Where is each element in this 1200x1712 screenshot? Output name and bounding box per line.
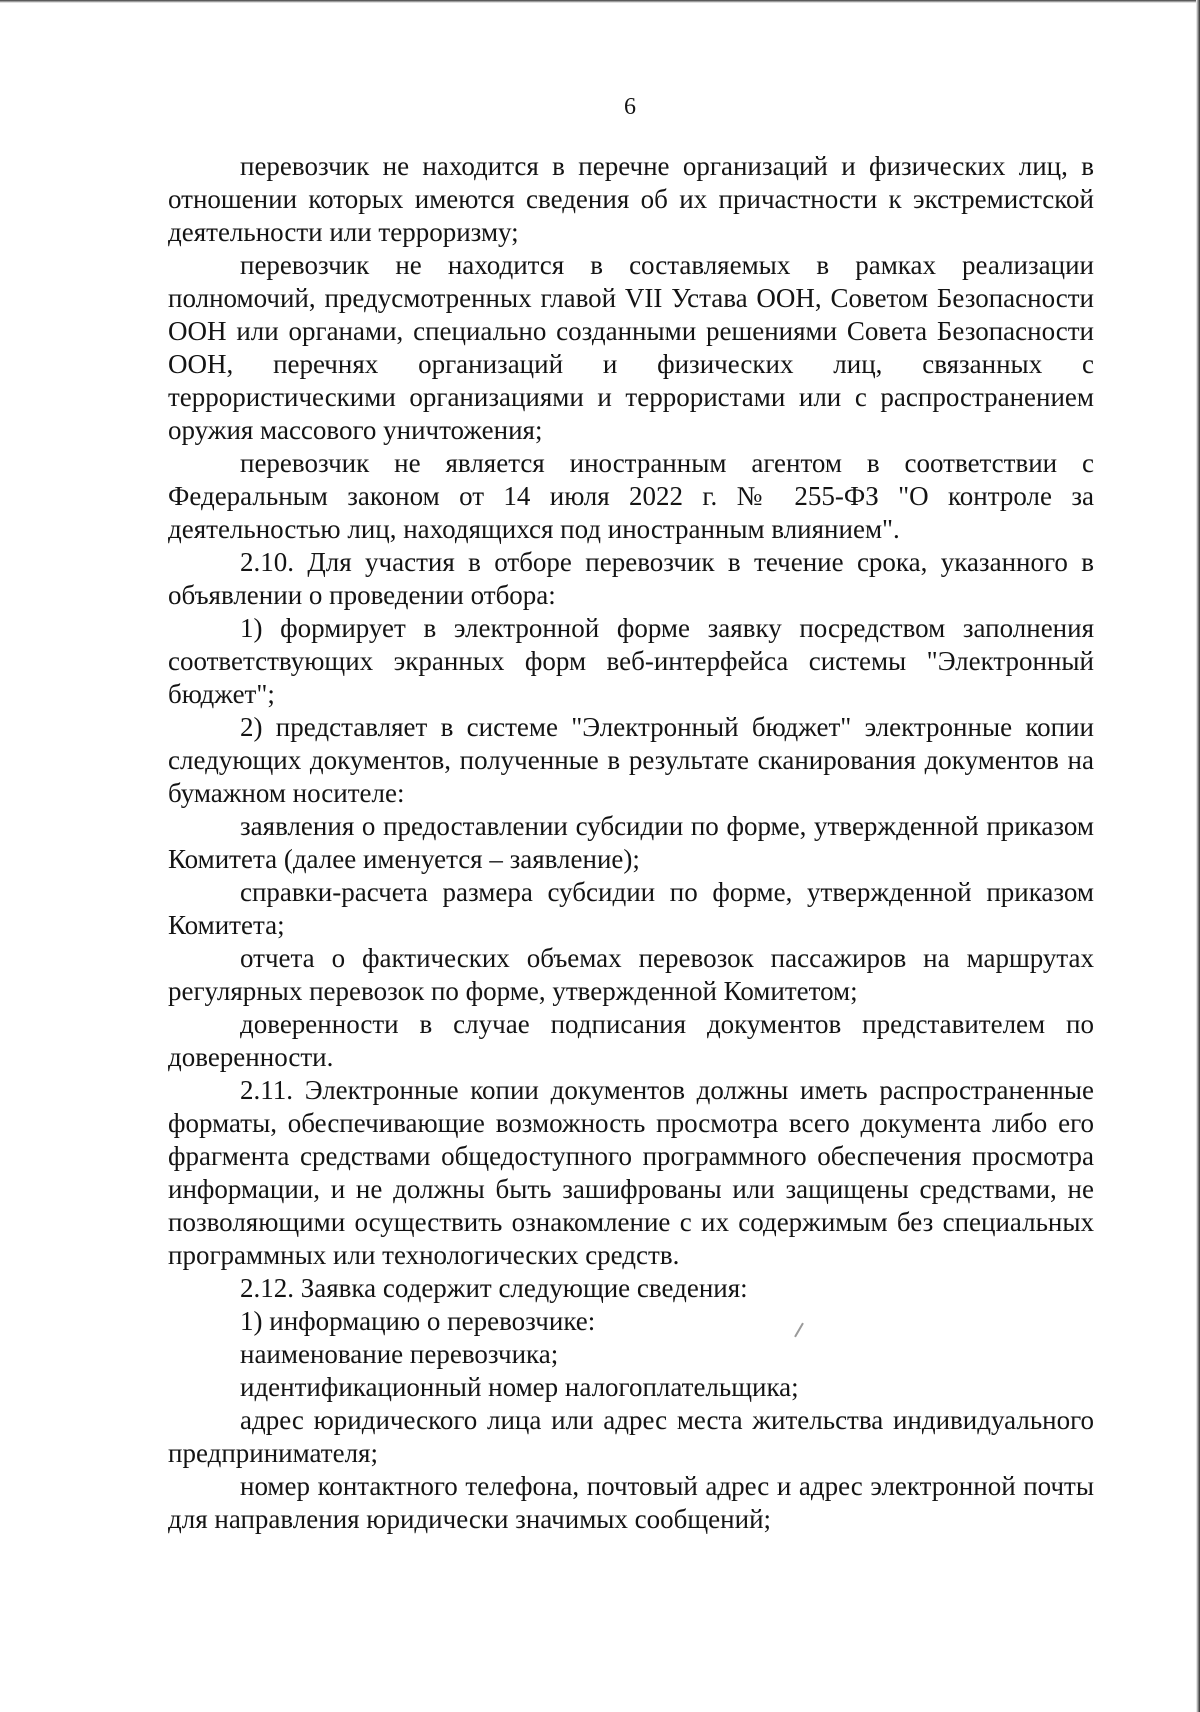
- scan-top-edge: [0, 0, 1200, 3]
- paragraph-carrier-name: наименование перевозчика;: [240, 1339, 559, 1369]
- paragraph-calculation-certificate: справки-расчета размера субсидии по форме, утвержденной приказом Комитета;: [168, 877, 1094, 940]
- paragraph-2-12-item-1: 1) информацию о перевозчике:: [240, 1306, 596, 1336]
- page-number: 6: [624, 94, 636, 120]
- document-body: [168, 150, 1094, 1536]
- paragraph-power-of-attorney: доверенности в случае подписания документов представителем по доверенности.: [168, 1009, 1094, 1072]
- paragraph-extremism-list: перевозчик не находится в перечне организаций и физических лиц, в отношении которых имеются сведения об их причастности к экстремистской деятельности или терроризму;: [168, 151, 1094, 247]
- paragraph-taxpayer-id: идентификационный номер налогоплательщика;: [240, 1372, 799, 1402]
- paragraph-address: адрес юридического лица или адрес места жительства индивидуального предпринимателя;: [168, 1405, 1094, 1468]
- paragraph-transport-report: отчета о фактических объемах перевозок пассажиров на маршрутах регулярных перевозок по форме, утвержденной Комитетом;: [168, 943, 1094, 1006]
- paragraph-2-10: 2.10. Для участия в отборе перевозчик в течение срока, указанного в объявлении о проведении отбора:: [168, 547, 1094, 610]
- paragraph-2-10-item-2: 2) представляет в системе "Электронный бюджет" электронные копии следующих документов, полученные в результате сканирования документов на бумажном носителе:: [168, 712, 1094, 808]
- scan-right-edge: [1196, 0, 1200, 1712]
- paragraph-2-10-item-1: 1) формирует в электронной форме заявку посредством заполнения соответствующих экранных форм веб-интерфейса системы "Электронный бюджет";: [168, 613, 1094, 709]
- paragraph-contacts: номер контактного телефона, почтовый адрес и адрес электронной почты для направления юридически значимых сообщений;: [168, 1471, 1094, 1534]
- paragraph-2-11: 2.11. Электронные копии документов должны иметь распространенные форматы, обеспечивающие возможность просмотра всего документа либо его фрагмента средствами общедоступного программного обеспечения просмотра информации, и не должны быть зашифрованы или защищены средствами, не позволяющими осуществить ознакомление с их содержимым без специальных программных или технологических средств.: [168, 1075, 1094, 1270]
- paragraph-2-12: 2.12. Заявка содержит следующие сведения:: [240, 1273, 748, 1303]
- paragraph-un-list: перевозчик не находится в составляемых в рамках реализации полномочий, предусмотренных главой VII Устава ООН, Советом Безопасности ООН или органами, специально созданными решениями Совета Безопасности ООН, перечнях организаций и физических лиц, связанных с террористическими организациями и террористами или с распространением оружия массового уничтожения;: [168, 250, 1094, 445]
- paragraph-application-statement: заявления о предоставлении субсидии по форме, утвержденной приказом Комитета (далее именуется – заявление);: [168, 811, 1094, 874]
- paragraph-foreign-agent: перевозчик не является иностранным агентом в соответствии с Федеральным законом от 14 июля 2022 г. № 255-ФЗ "О контроле за деятельностью лиц, находящихся под иностранным влиянием".: [168, 448, 1094, 544]
